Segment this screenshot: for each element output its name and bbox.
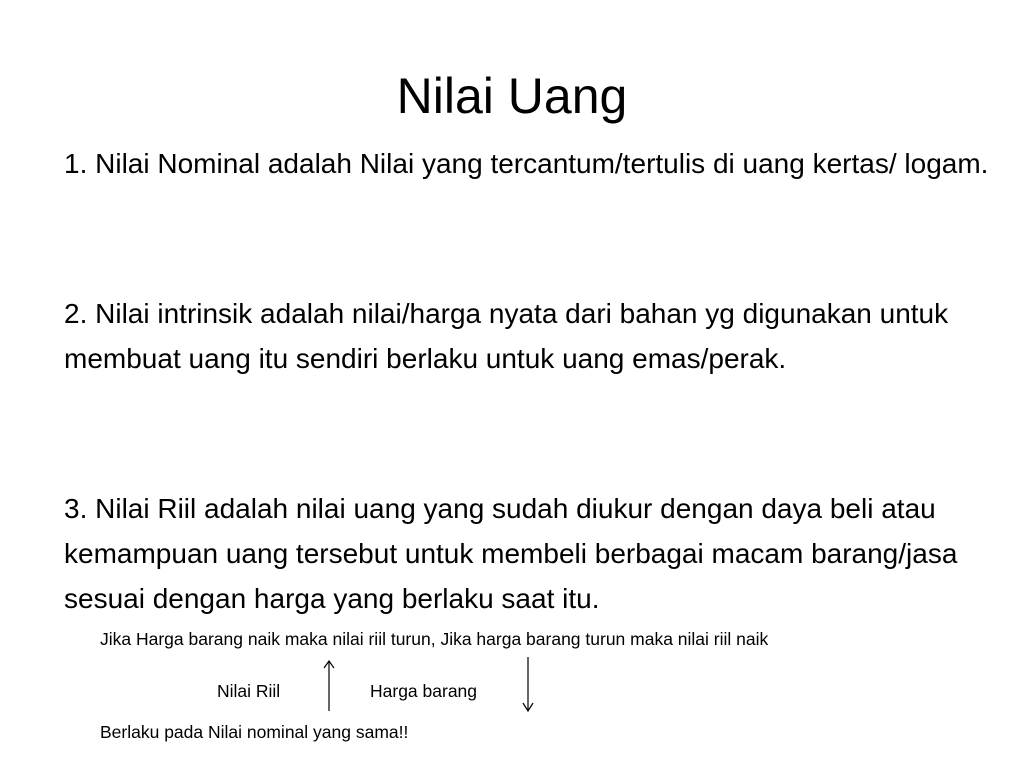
point-nilai-riil: 3. Nilai Riil adalah nilai uang yang sudah diukur dengan daya beli atau kemampuan uang tersebut untuk membeli berbagai macam barang/jasa sesuai dengan harga yang berlaku saat itu. bbox=[64, 493, 958, 614]
closing-note: Berlaku pada Nilai nominal yang sama!! bbox=[100, 722, 409, 742]
arrow-up-icon bbox=[322, 660, 336, 712]
point-nilai-intrinsik: 2. Nilai intrinsik adalah nilai/harga nyata dari bahan yg digunakan untuk membuat uang itu sendiri berlaku untuk uang emas/perak. bbox=[64, 298, 949, 374]
price-relation-note: Jika Harga barang naik maka nilai riil turun, Jika harga barang turun maka nilai riil naik bbox=[100, 629, 769, 649]
harga-barang-label: Harga barang bbox=[370, 681, 478, 701]
point-nilai-nominal: 1. Nilai Nominal adalah Nilai yang tercantum/tertulis di uang kertas/ logam. bbox=[64, 148, 989, 179]
nilai-riil-label: Nilai Riil bbox=[217, 681, 281, 701]
arrow-down-icon bbox=[521, 656, 535, 712]
slide-title: Nilai Uang bbox=[396, 68, 628, 124]
